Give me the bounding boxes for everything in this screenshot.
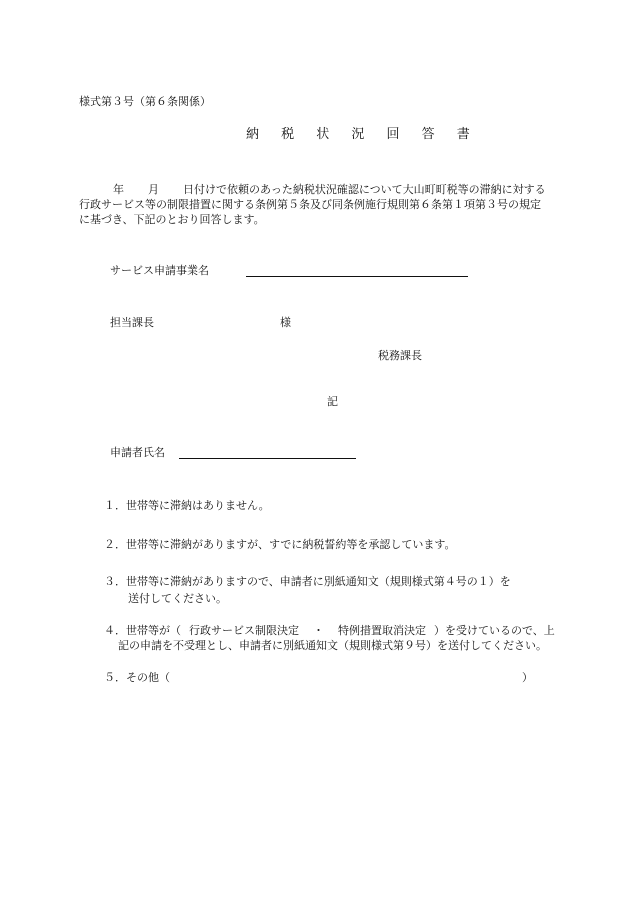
item-3-line-2: 送付してください。 (128, 592, 227, 605)
month-label: 月 (148, 183, 159, 196)
chief-label: 担当課長 (110, 316, 154, 329)
honorific-sama: 様 (280, 316, 291, 329)
item-2: ２．世帯等に滞納がありますが、すでに納税誓約等を承認しています。 (104, 538, 456, 551)
service-business-label: サービス申請事業名 (110, 264, 209, 277)
intro-line-1-text: 日付けで依頼のあった納税状況確認について大山町町税等の滞納に対する (183, 183, 546, 196)
item-5-close-paren: ） (522, 671, 533, 684)
option-special-cancel: 特例措置取消決定 (338, 624, 426, 637)
item-4-line-2: 記の申請を不受理とし、申請者に別紙通知文（規則様式第９号）を送付してください。 (118, 639, 547, 652)
intro-line-2: 行政サービス等の制限措置に関する条例第５条及び同条例施行規則第６条第１項第３号の規定 (79, 198, 541, 211)
item-1: １．世帯等に滞納はありません。 (104, 499, 270, 512)
option-separator: ・ (313, 624, 324, 637)
form-number: 様式第３号（第６条関係） (79, 95, 211, 108)
item-3-line-1: ３．世帯等に滞納がありますので、申請者に別紙通知文（規則様式第４号の１）を (104, 575, 511, 588)
tax-division-chief: 税務課長 (378, 349, 422, 362)
item-5-other: ５．その他（ (104, 671, 170, 684)
year-label: 年 (113, 183, 124, 196)
document-title: 納 税 状 況 回 答 書 (246, 127, 479, 142)
applicant-name-blank-line[interactable] (179, 458, 356, 459)
ki-heading: 記 (327, 395, 338, 408)
item-4-suffix: ）を受けているので、上 (434, 624, 555, 637)
item-4-prefix: ４．世帯等が（ (104, 624, 181, 637)
service-business-blank-line[interactable] (246, 276, 468, 277)
applicant-name-label: 申請者氏名 (110, 446, 165, 459)
item-4-line-1 (104, 625, 555, 636)
intro-line-1 (79, 184, 546, 195)
option-service-restriction: 行政サービス制限決定 (189, 624, 299, 637)
intro-line-3: に基づき、下記のとおり回答します。 (79, 213, 265, 226)
